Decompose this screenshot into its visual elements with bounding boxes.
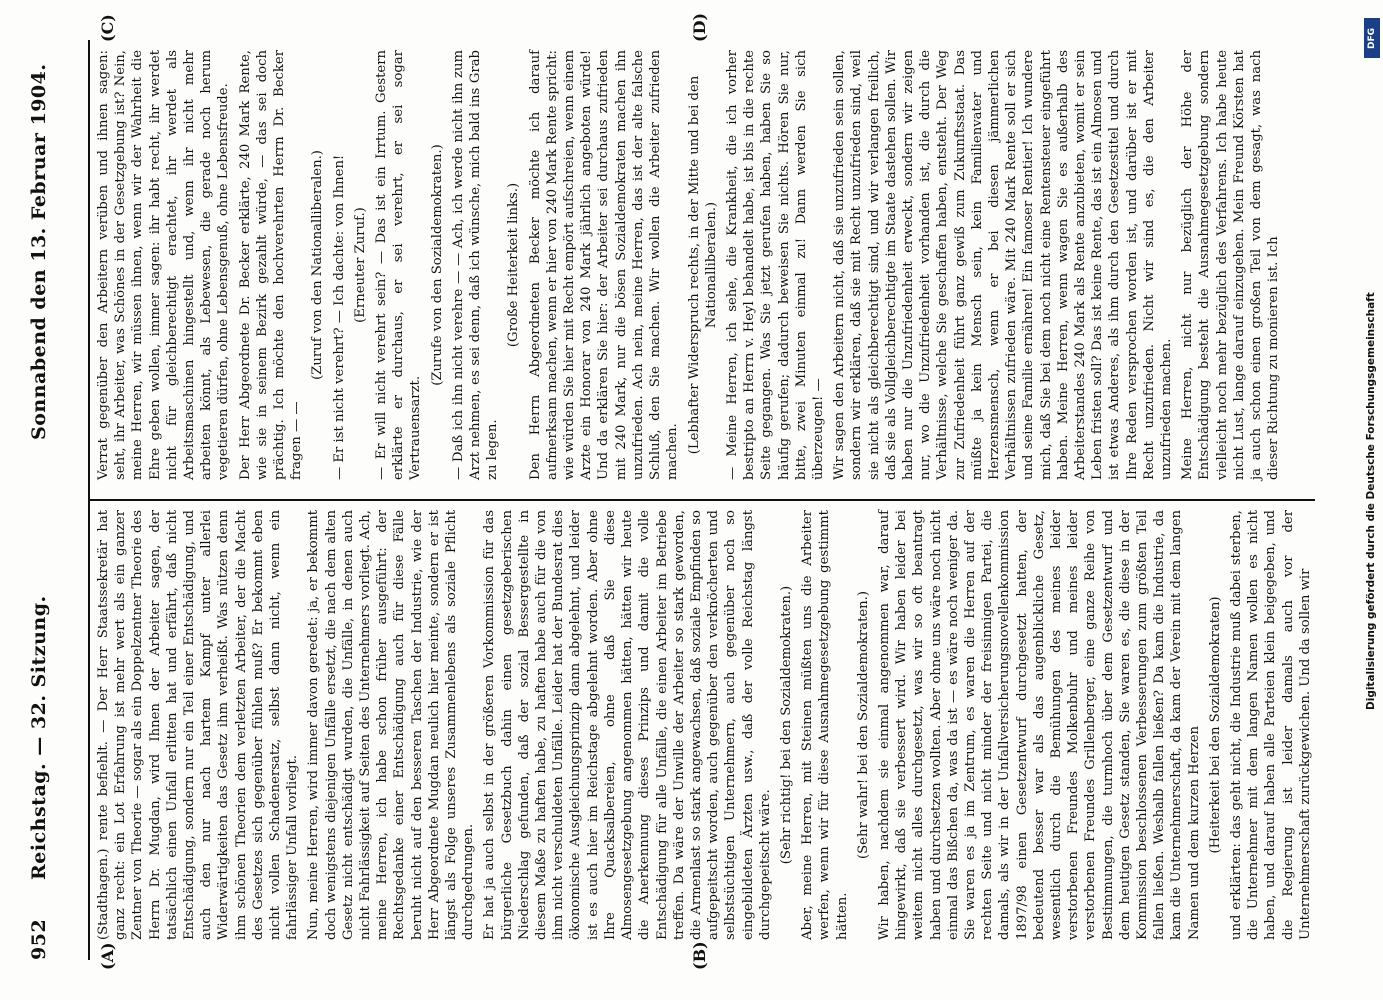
header-date: Sonnabend den 13. Februar 1904. [28,63,50,440]
paragraph: — Meine Herren, ich sehe, die Krankheit, die ich vorher bestripto an Herrn v. Heyl behandelt habe, ist bis in die rechte Seite gegangen. Was Sie jetzt gerufen haben, haben Sie so häufig gerufen; dadurch beweisen Sie nichts. Hören Sie nur, bitte, zwei Minuten einmal zu! Dann werden Sie sich überzeugen! — [724,50,826,480]
paragraph: Der Herr Abgeordnete Dr. Becker erklärte, 240 Mark Rente, wie sie in seinem Bezirk gezahlt würde, — das sei doch prächtig. Ich möchte den hochverehrten Herrn Dr. Becker fragen — — [237,50,305,480]
paragraph: Nun, meine Herren, wird immer davon geredet: ja, er bekommt doch wenigstens diejenigen Unfälle ersetzt, die nach dem alten Gesetz nicht entschädigt wurden, die Unfälle, in denen auch nicht Fahrlässigkeit auf Seiten des Unternehmers vorliegt. Ach, meine Herren, ich habe schon früher ausgeführt: der Rechtsgedanke einer Entschädigung auch für diese Fälle beruht nicht auf den besseren Taschen der Industrie, wie der Herr Abgeordnete Mugdan neulich hier meinte, sondern er ist längst als Folge unseres Zusammenlebens als soziale Pflicht durchgedrungen. [306,510,477,940]
interjection: (Heiterkeit bei den Sozialdemokraten) [1207,596,1223,854]
digitization-sidebar [1362,10,1382,990]
page-header [28,0,68,1000]
paragraph: — Er ist nicht verehrt? — Ich dachte: von Ihnen! [331,154,347,480]
paragraph: Wir sagen den Arbeitern nicht, daß sie unzufrieden sein sollen, sondern wir erklären, daß sie mit Recht unzufrieden sind, weil sie nicht als gleichberechtigt sind, und wir verlangen freilich, daß sie als Vollgleichberechtigte im Staate dastehen sollen. Wir haben nur die Unzufriedenheit erweckt, sondern wir zeigen nur, wo die Unzufriedenheit vorhanden ist, die durch die Verhältnisse, welche Sie geschaffen haben, entsteht. Der Weg zur Zufriedenheit führt ganz gewiß zum Zukunftsstaat. Das müßte ja kein Mensch sein, kein Familienvater und Herzensmensch, wenn er bei diesen jämmerlichen Verhältnissen zufrieden wäre. Mit 240 Mark Rente soll er sich und seine Familie ernähren! Ein famoser Rentier! Ich wundere mich, daß Sie bei dem noch nicht eine Rentensteuer eingeführt haben. Meine Herren, wenn wagen Sie es außerhalb des Arbeiterstandes 240 Mark als Rente anzubieten, womit er sein Leben fristen soll? Das ist keine Rente, das ist ein Almosen und ist etwas Anderes, als ihm durch den Gesetzestitel und durch Ihre Reden versprochen worden ist, und darüber ist er mit Recht unzufrieden. Nicht wir sind es, die den Arbeiter unzufrieden machen. [832,50,1174,480]
column-divider [90,499,1315,501]
paragraph: — Daß ich ihn nicht verehre — — Ach, ich werde nicht ihn zum Arzt nehmen, es sei denn, daß ich wünsche, mich bald ins Grab zu legen. [450,50,501,480]
interjection: (Große Heiterkeit links.) [506,182,522,348]
paragraph: (Stadthagen.) rente befiehlt. — Der Herr Staatssekretär hat ganz recht: ein Lot Erfahrung ist mehr wert als ein ganzer Zentner von Theorie — sogar als ein Doppelzentner Theorie des Herrn Dr. Mugdan, wird Ihnen der Arbeiter sagen, der tatsächlich einen Unfall erlitten hat und erfährt, daß nicht Entschädigung, sondern nur ein Teil einer Entschädigung, und auch den nur nach hartem Kampf unter allerlei Widerwärtigkeiten das Gesetz ihm verheißt. Was nützen denn ihm schönen Theorien dem verletzten Arbeiter, der die Macht des Gesetzes sich gegenüber fühlen muß? Er bekommt eben nicht vollen Schadenersatz, selbst dann nicht, wenn ein fahrlässiger Unfall vorliegt. [96,510,301,940]
text-column-left [95,510,1313,940]
paragraph: Wir haben, nachdem sie einmal angenommen war, darauf hingewirkt, daß sie verbessert wird. Wir haben leider bei weitem nicht alles durchgesetzt, was wir so oft beantragt haben und durchsetzen wollten. Aber ohne uns wäre noch nicht einmal das Bißchen da, was da ist — es wäre noch weniger da. Sie waren es ja im Zentrum, es waren die Herren auf der rechten Seite und nicht minder der freisinnigen Partei, die damals, als wir in der Unfallversicherungsnovellenkommission 1897/98 einen Gesetzentwurf durchgesetzt hatten, der bedeutend besser war als das augenblickliche Gesetz, wesentlich durch die Bemühungen des meines leider verstorbenen Freundes Molkenbuhr und meines leider verstorbenen Freundes Grillenberger, eine ganze Reihe von Bestimmungen, die turmhoch über dem Gesetzentwurf und dem heutigen Gesetz standen, Sie waren es, die diese in der Kommission beschlossenen Verbesserungen zum größten Teil fallen ließen. Weshalb fallen ließen? Da kam die Industrie, da kam die Unternehmerschaft, da kam der Verein mit dem langen Namen und dem kurzen Herzen [876,510,1202,940]
paragraph: — Er will nicht verehrt sein? — Das ist ein Irrtum. Gestern erklärte er durchaus, er sei verehrt, er sei sogar Vertrauensarzt. [374,50,424,480]
paragraph: Den Herrn Abgeordneten Becker möchte ich darauf aufmerksam machen, wenn er hier von 240 Mark Rente spricht: wie würden Sie hier mit Recht empört aufschreien, wenn einem Arzte ein Honorar von 240 Mark jährlich angeboten würde! Und da erklären Sie hier: der Arbeiter sei durchaus zufrieden mit 240 Mark, nur die bösen Sozialdemokraten machen ihn unzufrieden. Ach nein, meine Herren, das ist der alte falsche Schluß, den Sie machen. Wir wollen die Arbeiter zufrieden machen. [527,50,681,480]
dfg-logo-icon: DFG [1364,18,1380,58]
interjection: (Sehr wahr! bei den Sozialdemokraten.) [855,591,871,859]
page-number: 952 [28,918,50,960]
margin-marker-d: (D) [690,12,709,42]
digitization-credit: Digitalisierung gefördert durch die Deutsche Forschungsgemeinschaft [1365,292,1377,710]
interjection: (Erneuter Zuruf.) [352,207,368,323]
margin-marker-b: (B) [690,941,709,970]
paragraph: Aber, meine Herren, mit Steinen müßten uns die Arbeiter werfen, wenn wir für diese Ausnahmegesetzgebung gestimmt hätten. [800,510,850,940]
header-title: Reichstag. — 32. Sitzung. [28,595,50,880]
interjection: (Zuruf von den Nationalliberalen.) [310,150,326,380]
paragraph: Er hat ja auch selbst in der größeren Vorkommission für das bürgerliche Gesetzbuch dahin einen gesetzgeberischen Niederschlag gefunden, daß der sozial Bessergestellte in diesem Maße zu haften habe, zu haften habe auch für die von ihm nicht verschuldeten Unfälle. Leider hat der Bundesrat dies ökonomische Ausgleichungsprinzip dann abgelehnt, und leider ist es auch hier im Reichstage abgelehnt worden. Aber ohne Ihre Quacksalbereien, ohne daß Sie diese Almosengesetzgebung angenommen hätten, hätten wir heute die Anerkennung dieses Prinzips und damit die volle Entschädigung für alle Unfälle, die einen Arbeiter im Betriebe treffen. Da wäre der Unwille der Arbeiter so stark geworden, die Armenlast so stark angewachsen, daß soziale Empfinden so aufgepeitscht worden, auch gegenüber den verknöcherten und selbstsüchtigen Unternehmern, auch gegenüber noch so eingebildeten Ärzten usw., daß der volle Reichstag längst durchgepeitscht wäre. [482,510,773,940]
interjection: (Zurufe von den Sozialdemokraten.) [429,144,445,386]
interjection: (Lebhafter Widerspruch rechts, in der Mitte und bei den Nationalliberalen.) [686,75,719,455]
paragraph: Meine Herren, nicht nur bezüglich der Höhe der Entschädigung besteht die Ausnahmegesetzgebung sondern vielleicht noch mehr bezüglich des Verfahrens. Ich habe heute nicht Lust, lange darauf einzugehen. Mein Freund Körsten hat ja auch schon einen großen Teil von dem gesagt, was nach dieser Richtung zu monieren ist. Ich [1180,50,1282,480]
text-column-right [95,50,1295,480]
margin-marker-a: (A) [98,942,117,970]
interjection: (Sehr richtig! bei den Sozialdemokraten.) [778,585,794,865]
paragraph: Verrat gegenüber den Arbeitern verüben und ihnen sagen: seht, ihr Arbeiter, was Schönes in der Gesetzgebung ist? Nein, meine Herren, wir müssen ihnen, wenn wir der Wahrheit die Ehre geben wollen, immer sagen: ihr habt recht, ihr werdet nicht für gleichberechtigt erachtet, ihr werdet als Arbeitsmaschinen hingestellt und, wenn ihr nicht mehr arbeiten könnt, als Lebewesen, die gerade noch herum vegetieren dürfen, ohne Lebensgenuß, ohne Lebensfreude. [96,50,232,480]
margin-marker-c: (C) [98,14,117,42]
paragraph: und erklärten: das geht nicht, die Industrie muß dabei sterben, die Unternehmer mit dem langen Namen wollen es nicht haben, und darauf haben alle Parteien klein beigegeben, und die Regierung ist leider damals auch vor der Unternehmerschaft zurückgewichen. Und da sollen wir [1229,510,1313,940]
